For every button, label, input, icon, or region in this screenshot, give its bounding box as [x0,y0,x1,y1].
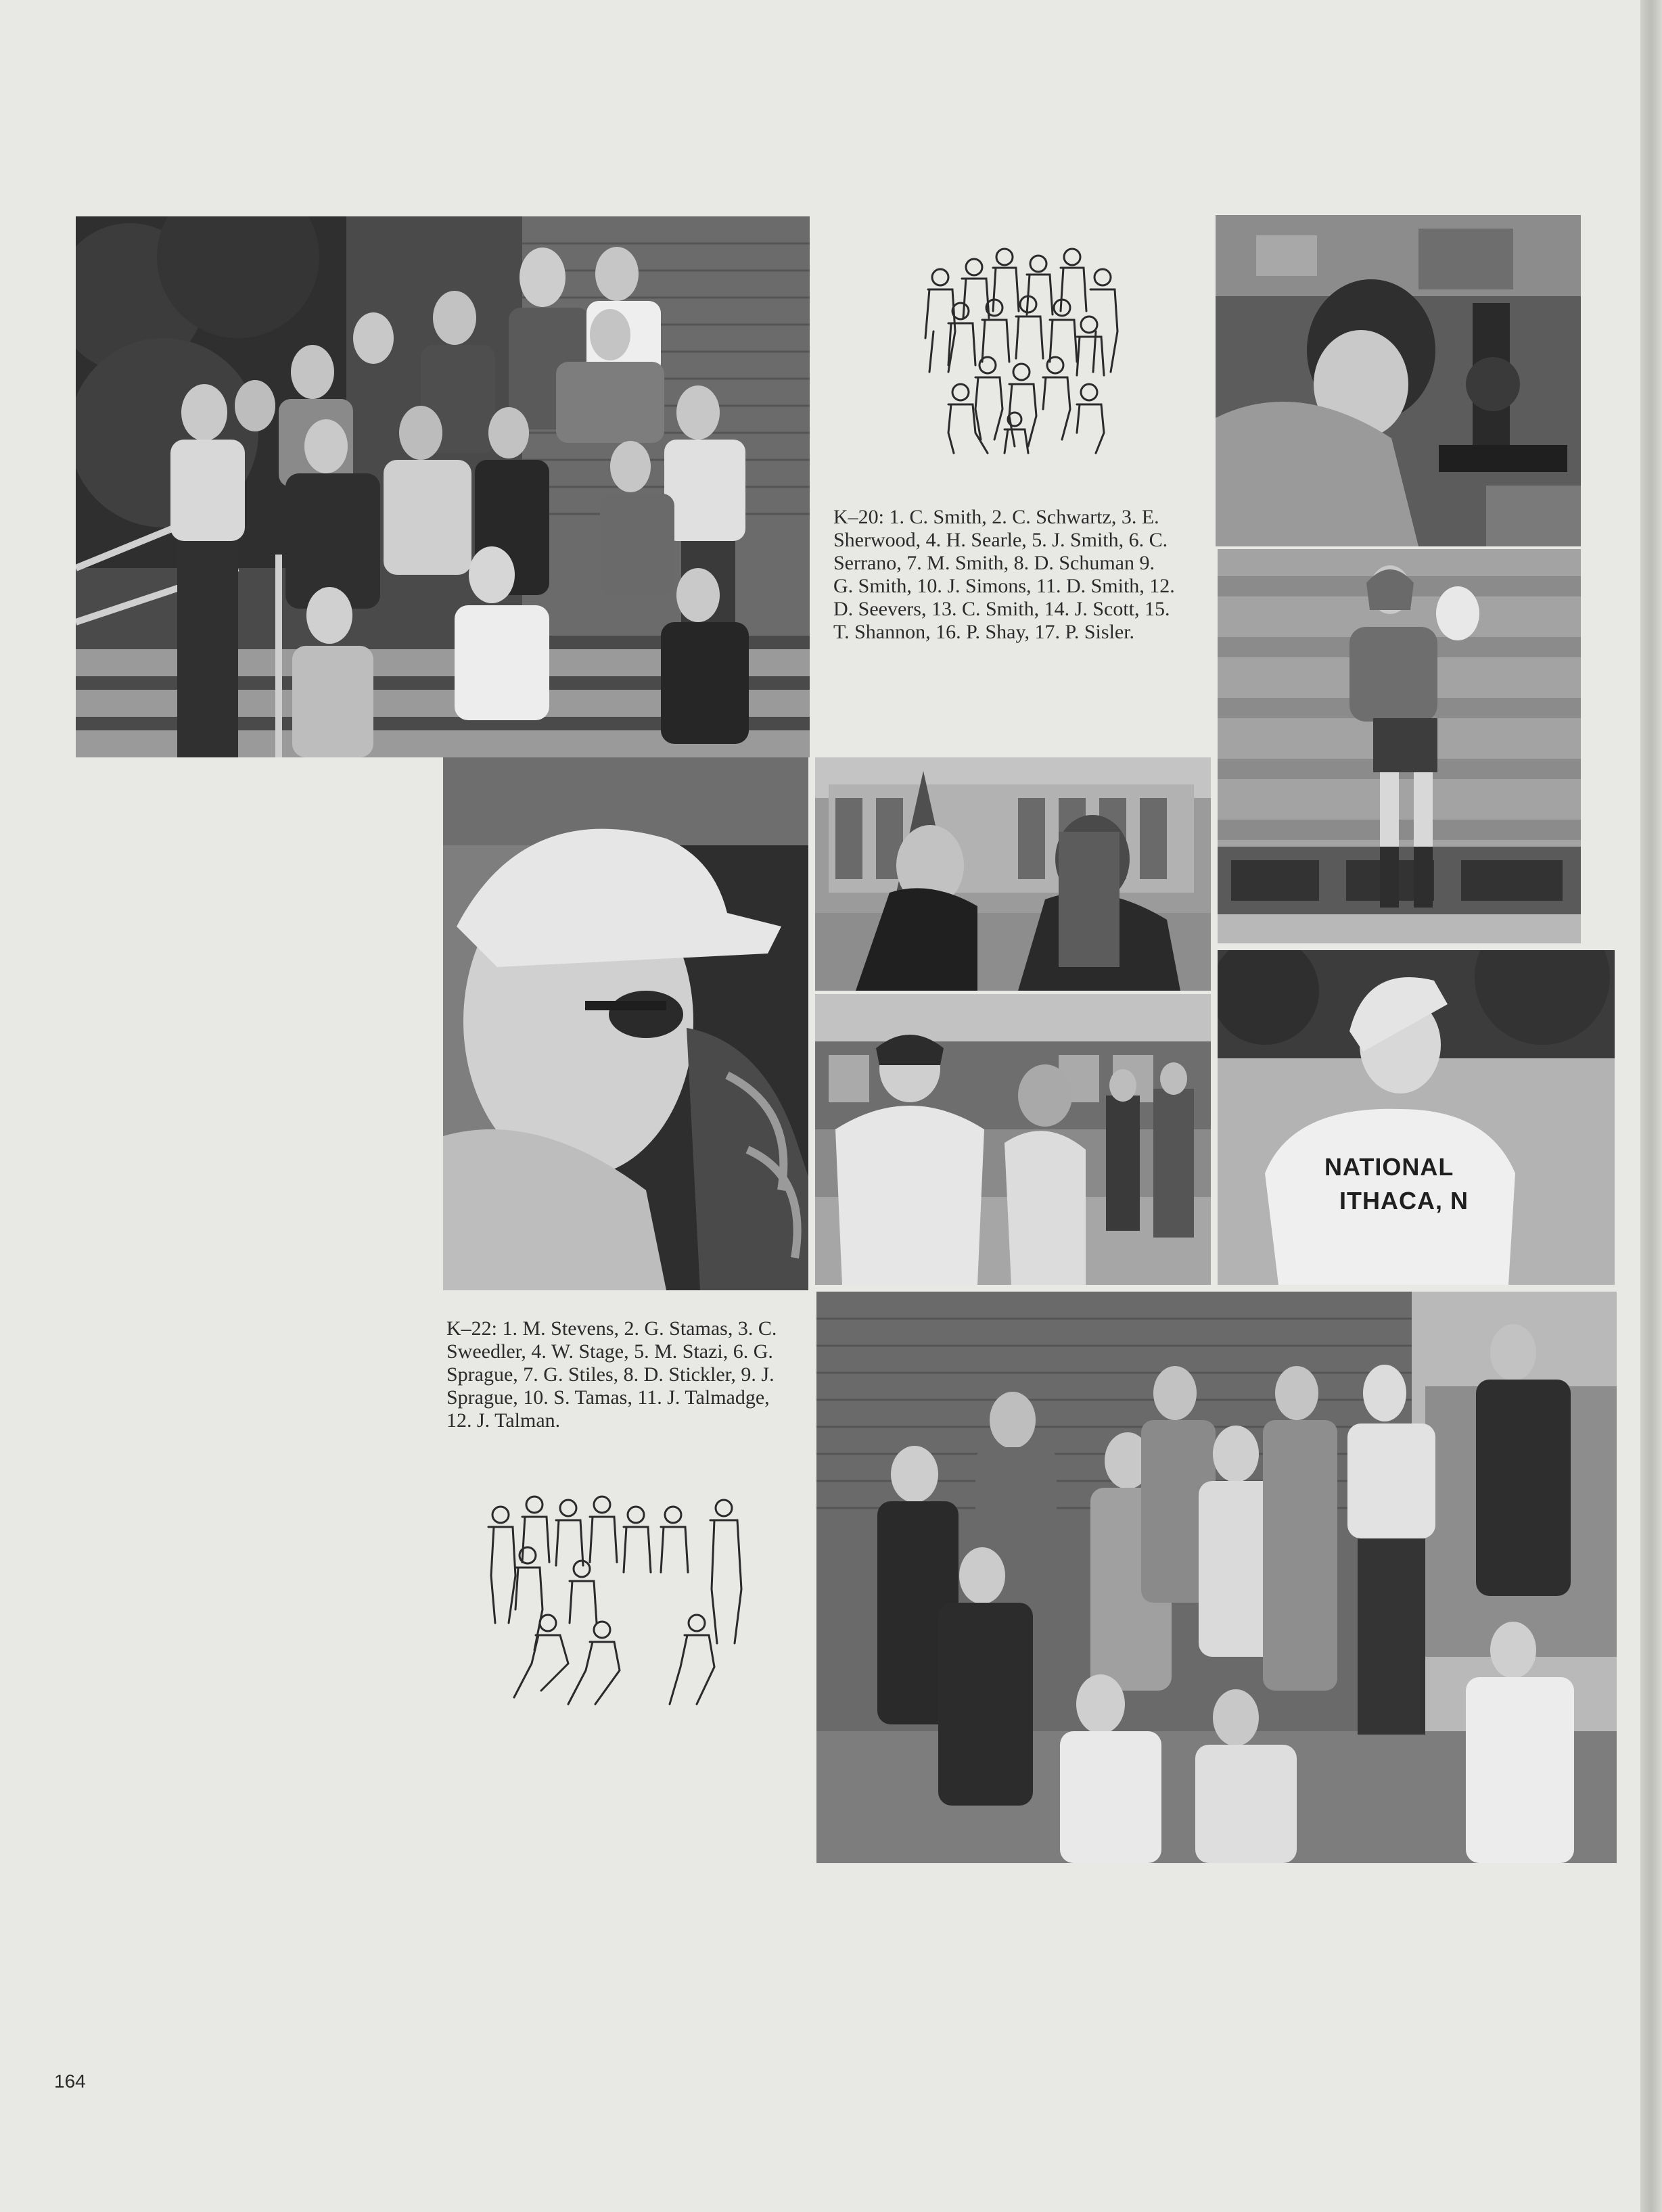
winter-coats-photo [815,994,1211,1285]
national-ithaca-shirt-photo [1218,950,1615,1285]
k22-group-sketch [467,1488,764,1724]
page-spine-edge [1640,0,1662,2212]
k22-caption: K–22: 1. M. Stevens, 2. G. Stamas, 3. C. Sweedler, 4. W. Stage, 5. M. Stazi, 6. G. Sprague, 7. G. Stiles, 8. D. Stickler, 9. J. Sprague, 10. S. Tamas, 11. J. Talmadge, 12. J. Talman. [446,1317,777,1432]
page-number: 164 [54,2071,86,2092]
students-talking-photo [815,757,1211,991]
microscope-photo [1216,215,1581,546]
bleachers-photo [1218,549,1581,943]
shirt-text-line1: NATIONAL [1324,1153,1454,1181]
k20-caption: K–20: 1. C. Smith, 2. C. Schwartz, 3. E. Sherwood, 4. H. Searle, 5. J. Smith, 6. C. Serrano, 7. M. Smith, 8. D. Schuman 9. G. Smith, 10. J. Simons, 11. D. Smith, 12. D. Seevers, 13. C. Smith, 14. J. Scott, 15. T. Shannon, 16. P. Shay, 17. P. Sisler. [833,506,1175,643]
shirt-text-line2: ITHACA, N [1339,1187,1469,1215]
group-photo-k20 [76,216,810,757]
group-photo-k22 [816,1292,1617,1863]
sunglasses-cap-photo [443,757,808,1290]
k20-group-sketch [886,237,1157,473]
